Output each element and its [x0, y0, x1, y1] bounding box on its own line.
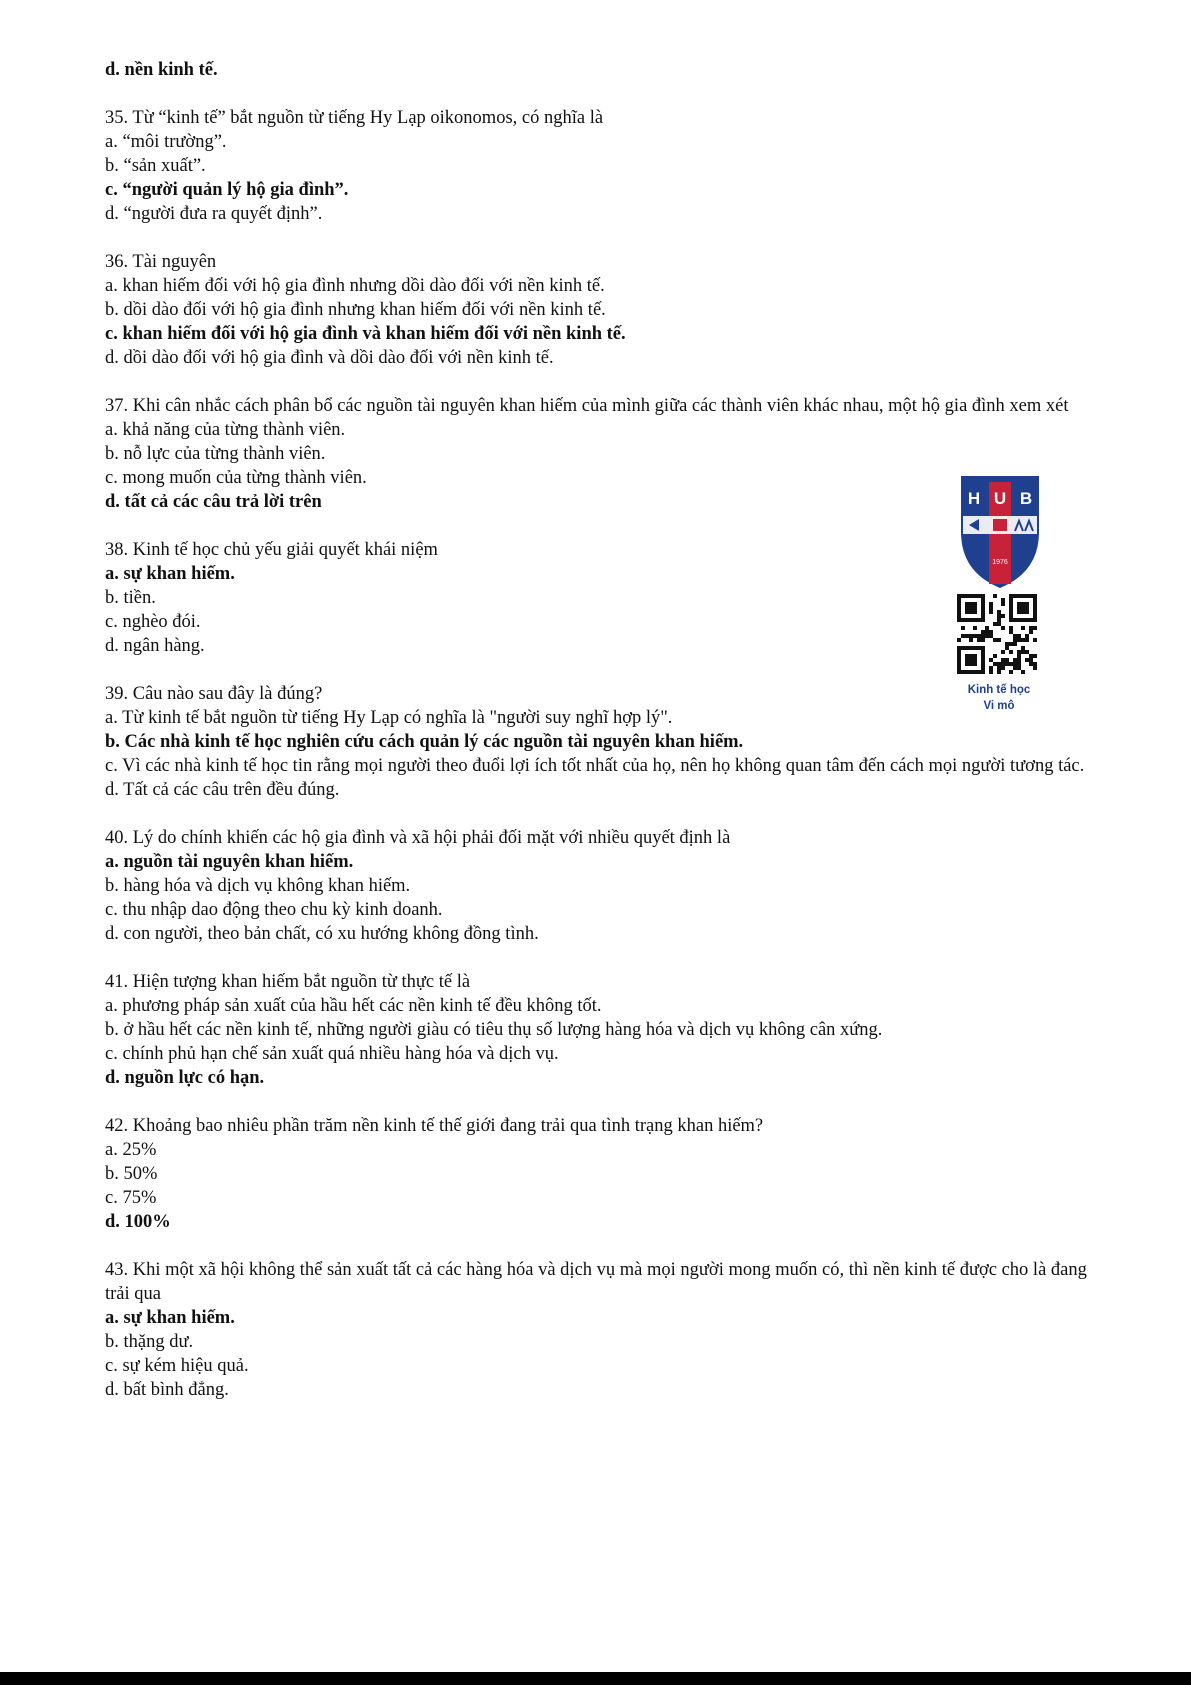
bottom-edge-bar	[0, 1672, 1191, 1685]
qr-caption-line2: Vi mô	[983, 700, 1015, 712]
question-block	[105, 1114, 1090, 1234]
question-prompt: 35. Từ “kinh tế” bắt nguồn từ tiếng Hy Lạp oikonomos, có nghĩa là	[105, 108, 604, 128]
answer-option-correct: c. khan hiếm đối với hộ gia đình và khan hiếm đối với nền kinh tế.	[105, 324, 626, 344]
logo-year: 1976	[992, 559, 1008, 566]
answer-option-correct: a. sự khan hiếm.	[105, 1308, 235, 1328]
question-block	[105, 970, 1090, 1090]
question-block	[105, 826, 1090, 946]
answer-option: d. bất bình đẳng.	[105, 1380, 229, 1400]
answer-option: b. 50%	[105, 1164, 158, 1184]
question-block	[105, 538, 1090, 658]
answer-option: b. “sản xuất”.	[105, 156, 206, 176]
answer-option-correct: b. Các nhà kinh tế học nghiên cứu cách quản lý các nguồn tài nguyên khan hiếm.	[105, 732, 744, 752]
answer-option-correct: d. tất cả các câu trả lời trên	[105, 492, 322, 512]
question-prompt: 39. Câu nào sau đây là đúng?	[105, 684, 323, 704]
answer-option: a. phương pháp sản xuất của hầu hết các nền kinh tế đều không tốt.	[105, 996, 602, 1016]
answer-option-correct: c. “người quản lý hộ gia đình”.	[105, 180, 349, 200]
logo-letter-h: H	[967, 489, 981, 508]
answer-option-correct: d. 100%	[105, 1212, 171, 1232]
hub-shield-icon	[955, 472, 1045, 590]
question-prompt: 41. Hiện tượng khan hiếm bắt nguồn từ thực tế là	[105, 972, 471, 992]
answer-option-correct: a. sự khan hiếm.	[105, 564, 235, 584]
logo-letter-b: B	[1019, 489, 1033, 508]
answer-option: b. dồi dào đối với hộ gia đình nhưng khan hiếm đối với nền kinh tế.	[105, 300, 606, 320]
answer-option: b. ở hầu hết các nền kinh tế, những người giàu có tiêu thụ số lượng hàng hóa và dịch vụ không cân xứng.	[105, 1020, 883, 1040]
hub-logo	[955, 472, 1045, 595]
qr-caption	[940, 682, 1058, 714]
document-page	[105, 58, 1090, 1402]
answer-option: d. ngân hàng.	[105, 636, 205, 656]
answer-option: c. nghèo đói.	[105, 612, 201, 632]
answer-option: d. Tất cả các câu trên đều đúng.	[105, 780, 340, 800]
answer-option: b. hàng hóa và dịch vụ không khan hiếm.	[105, 876, 411, 896]
answer-option: c. 75%	[105, 1188, 157, 1208]
answer-option: d. con người, theo bản chất, có xu hướng không đồng tình.	[105, 924, 539, 944]
answer-option: c. Vì các nhà kinh tế học tin rằng mọi người theo đuổi lợi ích tốt nhất của họ, nên họ không quan tâm đến cách mọi người tương tác.	[105, 756, 1085, 776]
question-prompt: 40. Lý do chính khiến các hộ gia đình và xã hội phải đối mặt với nhiều quyết định là	[105, 828, 731, 848]
previous-answer: d. nền kinh tế.	[105, 60, 218, 80]
answer-option: d. “người đưa ra quyết định”.	[105, 204, 323, 224]
answer-option-correct: d. nguồn lực có hạn.	[105, 1068, 265, 1088]
qr-code[interactable]	[957, 594, 1037, 674]
answer-option: b. nỗ lực của từng thành viên.	[105, 444, 326, 464]
question-block	[105, 1258, 1090, 1402]
answer-option: c. chính phủ hạn chế sản xuất quá nhiều hàng hóa và dịch vụ.	[105, 1044, 559, 1064]
question-prompt: 43. Khi một xã hội không thể sản xuất tất cả các hàng hóa và dịch vụ mà mọi người mong muốn có, thì nền kinh tế được cho là đang trải qua	[105, 1260, 1087, 1304]
question-prompt: 42. Khoảng bao nhiêu phần trăm nền kinh tế thế giới đang trải qua tình trạng khan hiếm?	[105, 1116, 764, 1136]
question-block	[105, 250, 1090, 370]
answer-option-correct: a. nguồn tài nguyên khan hiếm.	[105, 852, 354, 872]
answer-option: a. “môi trường”.	[105, 132, 227, 152]
answer-option: a. khả năng của từng thành viên.	[105, 420, 346, 440]
answer-option: d. dồi dào đối với hộ gia đình và dồi dào đối với nền kinh tế.	[105, 348, 554, 368]
qr-code-icon	[957, 594, 1037, 674]
question-block	[105, 106, 1090, 226]
question-prompt: 37. Khi cân nhắc cách phân bổ các nguồn tài nguyên khan hiếm của mình giữa các thành viên khác nhau, một hộ gia đình xem xét	[105, 396, 1069, 416]
answer-option: c. mong muốn của từng thành viên.	[105, 468, 367, 488]
answer-option: b. tiền.	[105, 588, 156, 608]
question-list	[105, 106, 1090, 1402]
qr-caption-line1: Kinh tế học	[967, 684, 1031, 696]
answer-option: b. thặng dư.	[105, 1332, 194, 1352]
logo-letter-u: U	[993, 489, 1007, 508]
question-prompt: 38. Kinh tế học chủ yếu giải quyết khái niệm	[105, 540, 438, 560]
answer-option: c. thu nhập dao động theo chu kỳ kinh doanh.	[105, 900, 443, 920]
answer-option: a. khan hiếm đối với hộ gia đình nhưng dồi dào đối với nền kinh tế.	[105, 276, 605, 296]
answer-option: a. 25%	[105, 1140, 157, 1160]
question-prompt: 36. Tài nguyên	[105, 252, 217, 272]
question-block	[105, 394, 1090, 514]
answer-option: c. sự kém hiệu quả.	[105, 1356, 249, 1376]
answer-option: a. Từ kinh tế bắt nguồn từ tiếng Hy Lạp có nghĩa là "người suy nghĩ hợp lý".	[105, 708, 673, 728]
